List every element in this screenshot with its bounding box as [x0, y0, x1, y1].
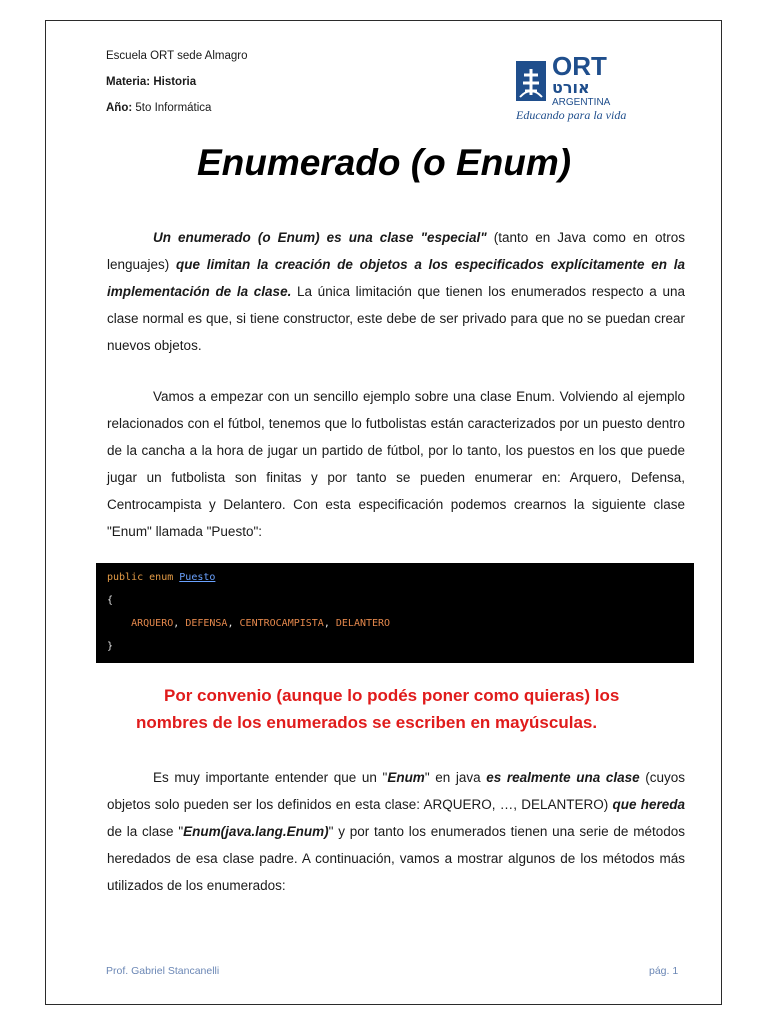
note-line-2: nombres de los enumerados se escriben en mayúsculas. [136, 713, 598, 732]
inheritance-bold-1: Enum [387, 770, 425, 785]
inheritance-text-2: " en java [424, 770, 487, 785]
comma: , [227, 618, 234, 629]
logo-name: ORT [552, 51, 607, 81]
keyword-public: public [107, 572, 144, 583]
inheritance-bold-4: Enum(java.lang.Enum) [183, 824, 329, 839]
inheritance-bold-3: que hereda [612, 797, 686, 812]
footer-page-number: pág. 1 [649, 965, 679, 977]
enum-constant-defensa: DEFENSA [185, 618, 228, 629]
code-line-4 [107, 639, 694, 662]
intro-bold-2: que limitan la creación de objetos a los especificados explícitamente en la implementación de la clase. [107, 257, 686, 299]
logo-hebrew: אורט [552, 78, 590, 97]
code-line-2 [107, 593, 694, 616]
year-label: Año: [106, 102, 133, 114]
paragraph-example [107, 383, 685, 545]
school-name: Escuela ORT sede Almagro [106, 50, 248, 62]
keyword-enum: enum [149, 572, 174, 583]
code-line-3 [107, 616, 694, 639]
subject-value: Historia [153, 76, 197, 88]
paragraph-intro [107, 224, 685, 359]
inheritance-text-4: de la clase " [107, 824, 184, 839]
subject-label: Materia: [106, 76, 151, 88]
inheritance-bold-2: es realmente una clase [486, 770, 640, 785]
subject-line [106, 69, 247, 95]
footer-author: Prof. Gabriel Stancanelli [106, 965, 220, 977]
enum-constant-arquero: ARQUERO [131, 618, 174, 629]
inheritance-text-3: (cuyos objetos solo pueden ser los definidos en esta clase: ARQUERO, …, DELANTERO) [107, 770, 686, 812]
logo-tagline: Educando para la vida [516, 108, 627, 122]
close-brace: } [107, 641, 114, 652]
enum-type-name: Puesto [179, 572, 216, 583]
comma: , [323, 618, 330, 629]
note-line-1: Por convenio (aunque lo podés poner como quieras) los [164, 686, 620, 705]
logo-country: ARGENTINA [552, 97, 611, 108]
intro-bold-1: Un enumerado (o Enum) es una clase "especial" [153, 230, 487, 245]
page-title: Enumerado (o Enum) [196, 142, 572, 183]
example-text: Vamos a empezar con un sencillo ejemplo sobre una clase Enum. Volviendo al ejemplo relacionados con el fútbol, tenemos que lo futbolistas están caracterizados por un puesto dentro de la cancha a la hora de jugar un partido de fútbol, por lo tanto, los puestos en los que puede jugar un futbolista son finitas y por tanto se pueden enumerar en: Arquero, Defensa, Centrocampista y Delantero. Con esta especificación podemos crearnos la siguiente clase "Enum" llamada "Puesto": [107, 389, 685, 539]
intro-text-1: (tanto en Java como en otros lenguajes) [107, 230, 685, 272]
code-line-1 [107, 570, 694, 593]
ort-logo-emblem [512, 45, 662, 123]
year-line [106, 95, 247, 121]
inheritance-text-1: Es muy importante entender que un " [153, 770, 388, 785]
intro-text-2: La única limitación que tienen los enumerados respecto a una clase normal es que, si tiene constructor, este debe de ser privado para que no se puedan crear nuevos objetos. [107, 284, 685, 353]
year-value: 5to Informática [135, 102, 212, 114]
enum-constant-delantero: DELANTERO [335, 618, 391, 629]
code-block [96, 563, 694, 663]
inheritance-text-5: " y por tanto los enumerados tienen una serie de métodos heredados de esa clase padre. A continuación, vamos a mostrar algunos de los métodos más utilizados de los enumerados: [107, 824, 685, 893]
comma: , [173, 618, 180, 629]
enum-constant-centrocampista: CENTROCAMPISTA [239, 618, 324, 629]
ort-logo [512, 45, 662, 123]
document-header [106, 43, 247, 121]
paragraph-inheritance [107, 764, 685, 899]
convention-note [107, 682, 685, 736]
open-brace: { [107, 595, 114, 606]
